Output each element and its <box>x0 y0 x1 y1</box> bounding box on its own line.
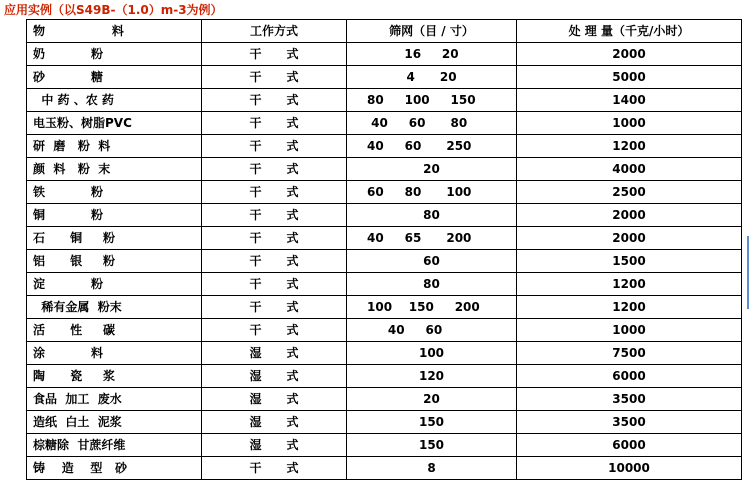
cell-method: 干 式 <box>202 135 347 158</box>
cell-material: 铸 造 型 砂 <box>27 457 202 480</box>
table-row <box>27 273 742 296</box>
table-row <box>27 411 742 434</box>
cell-mesh: 150 <box>347 411 517 434</box>
table-row <box>27 204 742 227</box>
cell-method: 干 式 <box>202 296 347 319</box>
cell-capacity: 6000 <box>517 365 742 388</box>
cell-method: 干 式 <box>202 158 347 181</box>
cell-mesh: 100 <box>347 342 517 365</box>
header-mesh: 筛网（目 / 寸） <box>347 20 517 43</box>
cell-material: 铜 粉 <box>27 204 202 227</box>
cell-material: 砂 糖 <box>27 66 202 89</box>
cell-mesh: 60 80 100 <box>347 181 517 204</box>
cell-mesh: 40 60 80 <box>347 112 517 135</box>
cell-mesh: 40 60 <box>347 319 517 342</box>
cell-method: 干 式 <box>202 273 347 296</box>
cell-capacity: 5000 <box>517 66 742 89</box>
cell-material: 铁 粉 <box>27 181 202 204</box>
cell-method: 湿 式 <box>202 388 347 411</box>
cell-material: 中 药 、农 药 <box>27 89 202 112</box>
cell-method: 湿 式 <box>202 434 347 457</box>
cell-material: 涂 料 <box>27 342 202 365</box>
cell-capacity: 2000 <box>517 204 742 227</box>
table-row <box>27 158 742 181</box>
cell-method: 湿 式 <box>202 411 347 434</box>
cell-material: 奶 粉 <box>27 43 202 66</box>
table-row <box>27 457 742 480</box>
cell-method: 干 式 <box>202 89 347 112</box>
cell-mesh: 150 <box>347 434 517 457</box>
cell-capacity: 1200 <box>517 135 742 158</box>
cell-capacity: 2500 <box>517 181 742 204</box>
cell-capacity: 1200 <box>517 273 742 296</box>
header-method: 工作方式 <box>202 20 347 43</box>
table-row <box>27 43 742 66</box>
cell-method: 干 式 <box>202 181 347 204</box>
table-row <box>27 365 742 388</box>
cell-capacity: 4000 <box>517 158 742 181</box>
cell-method: 干 式 <box>202 112 347 135</box>
cell-capacity: 2000 <box>517 43 742 66</box>
table-row <box>27 342 742 365</box>
cell-capacity: 3500 <box>517 411 742 434</box>
cell-material: 棕糖除 甘蔗纤维 <box>27 434 202 457</box>
cell-method: 干 式 <box>202 457 347 480</box>
cell-material: 研 磨 粉 料 <box>27 135 202 158</box>
cell-material: 电玉粉、树脂PVC <box>27 112 202 135</box>
table-row <box>27 227 742 250</box>
cell-material: 淀 粉 <box>27 273 202 296</box>
cell-mesh: 80 <box>347 204 517 227</box>
table-row <box>27 296 742 319</box>
cell-capacity: 1000 <box>517 319 742 342</box>
cell-material: 稀有金属 粉末 <box>27 296 202 319</box>
cell-method: 湿 式 <box>202 365 347 388</box>
cell-capacity: 1500 <box>517 250 742 273</box>
table-row <box>27 66 742 89</box>
cell-mesh: 40 60 250 <box>347 135 517 158</box>
table-row <box>27 388 742 411</box>
cell-capacity: 3500 <box>517 388 742 411</box>
cell-method: 干 式 <box>202 43 347 66</box>
cell-material: 食品 加工 废水 <box>27 388 202 411</box>
scroll-edge-line <box>747 236 749 309</box>
cell-material: 造纸 白土 泥浆 <box>27 411 202 434</box>
header-capacity: 处 理 量（千克/小时） <box>517 20 742 43</box>
cell-method: 干 式 <box>202 319 347 342</box>
cell-capacity: 1000 <box>517 112 742 135</box>
table-row <box>27 434 742 457</box>
cell-mesh: 80 100 150 <box>347 89 517 112</box>
cell-mesh: 20 <box>347 388 517 411</box>
cell-capacity: 1400 <box>517 89 742 112</box>
cell-method: 湿 式 <box>202 342 347 365</box>
cell-method: 干 式 <box>202 66 347 89</box>
cell-method: 干 式 <box>202 250 347 273</box>
cell-mesh: 100 150 200 <box>347 296 517 319</box>
application-table <box>26 19 742 480</box>
cell-method: 干 式 <box>202 204 347 227</box>
cell-material: 颜 料 粉 末 <box>27 158 202 181</box>
cell-mesh: 16 20 <box>347 43 517 66</box>
cell-mesh: 20 <box>347 158 517 181</box>
cell-mesh: 4 20 <box>347 66 517 89</box>
header-material: 物 料 <box>27 20 202 43</box>
cell-mesh: 40 65 200 <box>347 227 517 250</box>
cell-material: 陶 瓷 浆 <box>27 365 202 388</box>
cell-capacity: 7500 <box>517 342 742 365</box>
table-row <box>27 319 742 342</box>
table-row <box>27 181 742 204</box>
cell-mesh: 120 <box>347 365 517 388</box>
cell-material: 铝 银 粉 <box>27 250 202 273</box>
cell-capacity: 6000 <box>517 434 742 457</box>
table-row <box>27 89 742 112</box>
table-row <box>27 112 742 135</box>
cell-mesh: 80 <box>347 273 517 296</box>
cell-material: 活 性 碳 <box>27 319 202 342</box>
header-row <box>27 20 742 43</box>
table-row <box>27 135 742 158</box>
cell-mesh: 60 <box>347 250 517 273</box>
cell-method: 干 式 <box>202 227 347 250</box>
table-caption: 应用实例（以S49B-（1.0）m-3为例） <box>4 3 223 17</box>
cell-mesh: 8 <box>347 457 517 480</box>
cell-capacity: 2000 <box>517 227 742 250</box>
cell-capacity: 10000 <box>517 457 742 480</box>
cell-capacity: 1200 <box>517 296 742 319</box>
cell-material: 石 铜 粉 <box>27 227 202 250</box>
table-row <box>27 250 742 273</box>
